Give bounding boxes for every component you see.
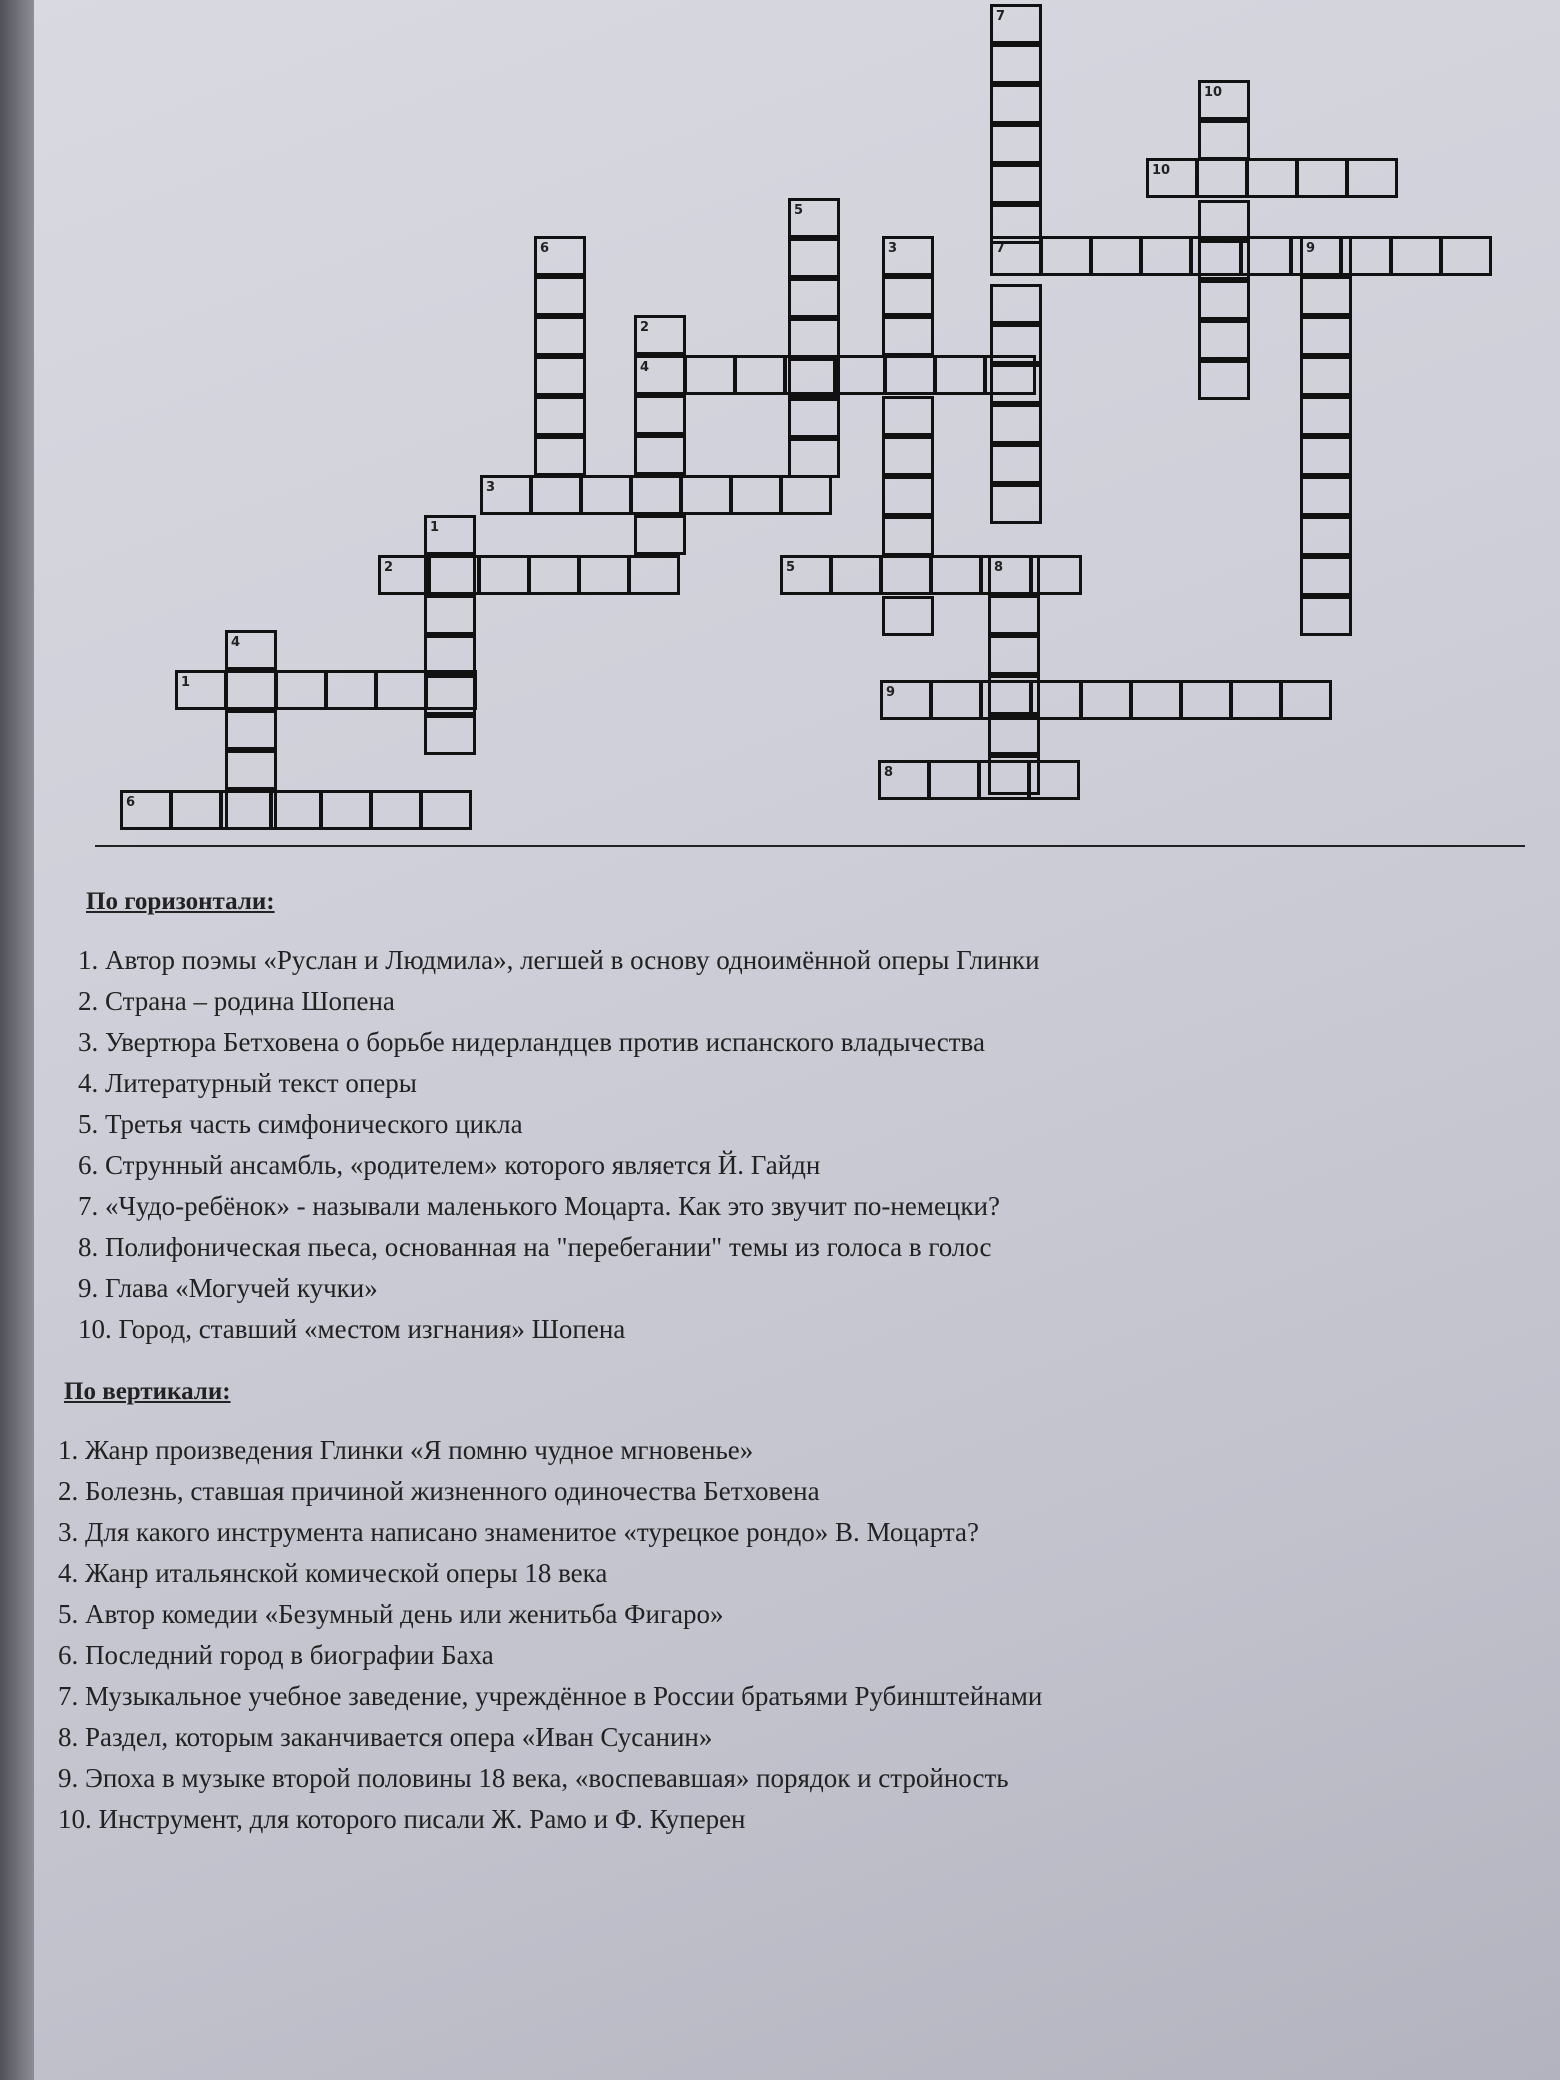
crossword-cell xyxy=(1300,276,1352,316)
crossword-cell xyxy=(1090,236,1142,276)
crossword-cell xyxy=(370,790,422,830)
horizontal-clue: 7. «Чудо-ребёнок» - называли маленького Моцарта. Как это звучит по-немецки? xyxy=(78,1191,1000,1221)
crossword-cell xyxy=(1280,680,1332,720)
crossword-cell xyxy=(634,435,686,475)
clue-number-down-2: 2 xyxy=(640,320,650,335)
crossword-cell xyxy=(270,790,322,830)
clue-number-across-8: 8 xyxy=(884,765,894,780)
clue-number-down-8: 8 xyxy=(994,560,1004,575)
crossword-cell xyxy=(788,398,840,438)
vertical-heading: По вертикали: xyxy=(64,1378,231,1405)
crossword-cell xyxy=(882,516,934,556)
crossword-cell xyxy=(1180,680,1232,720)
crossword-cell xyxy=(1346,158,1398,198)
vertical-clue-list xyxy=(58,1430,1042,1840)
crossword-cell xyxy=(320,790,372,830)
crossword-cell xyxy=(990,124,1042,164)
crossword-cell xyxy=(225,790,277,830)
horizontal-clue: 5. Третья часть симфонического цикла xyxy=(78,1109,523,1139)
crossword-cell xyxy=(424,555,476,595)
crossword-cell xyxy=(424,675,476,715)
crossword-cell xyxy=(375,670,427,710)
crossword-cell xyxy=(1198,280,1250,320)
crossword-cell xyxy=(534,436,586,476)
crossword-cell xyxy=(424,715,476,755)
crossword-cell xyxy=(880,555,932,595)
crossword-cell xyxy=(834,355,886,395)
crossword-cell xyxy=(988,635,1040,675)
horizontal-clue: 6. Струнный ансамбль, «родителем» которого является Й. Гайдн xyxy=(78,1150,821,1180)
crossword-cell xyxy=(788,438,840,478)
clue-number-across-10: 10 xyxy=(1152,163,1171,178)
crossword-cell xyxy=(990,204,1042,244)
clue-number-down-3: 3 xyxy=(888,241,898,256)
crossword-cell xyxy=(1198,120,1250,160)
crossword-cell xyxy=(684,355,736,395)
crossword-cell xyxy=(882,436,934,476)
crossword-cell xyxy=(634,515,686,555)
crossword-cell xyxy=(628,555,680,595)
crossword-cell xyxy=(1198,320,1250,360)
vertical-clue: 8. Раздел, которым заканчивается опера «Иван Сусанин» xyxy=(58,1722,713,1752)
clue-number-across-1: 1 xyxy=(181,675,191,690)
crossword-cell xyxy=(534,356,586,396)
crossword-cell xyxy=(830,555,882,595)
crossword-cell xyxy=(930,680,982,720)
divider-line xyxy=(95,845,1525,847)
vertical-clue: 7. Музыкальное учебное заведение, учреждённое в России братьями Рубинштейнами xyxy=(58,1681,1043,1711)
crossword-cell xyxy=(988,675,1040,715)
crossword-cell xyxy=(634,395,686,435)
crossword-cell xyxy=(990,484,1042,524)
horizontal-clue: 1. Автор поэмы «Руслан и Людмила», легшей в основу одноимённой оперы Глинки xyxy=(78,945,1040,975)
crossword-grid xyxy=(0,0,1560,850)
clue-number-across-2: 2 xyxy=(384,560,394,575)
crossword-cell xyxy=(1300,356,1352,396)
horizontal-heading: По горизонтали: xyxy=(86,888,275,915)
crossword-cell xyxy=(530,475,582,515)
crossword-cell xyxy=(1040,236,1092,276)
horizontal-clue: 3. Увертюра Бетховена о борьбе нидерландцев против испанского владычества xyxy=(78,1027,985,1057)
crossword-cell xyxy=(934,355,986,395)
crossword-cell xyxy=(1198,240,1250,280)
crossword-cell xyxy=(882,396,934,436)
clue-number-down-6: 6 xyxy=(540,241,550,256)
crossword-cell xyxy=(990,444,1042,484)
crossword-cell xyxy=(988,755,1040,795)
crossword-cell xyxy=(990,364,1042,404)
horizontal-clue-list xyxy=(78,940,1040,1350)
crossword-cell xyxy=(580,475,632,515)
crossword-cell xyxy=(882,596,934,636)
crossword-cell xyxy=(1196,158,1248,198)
crossword-cell xyxy=(325,670,377,710)
crossword-cell xyxy=(882,276,934,316)
crossword-cell xyxy=(225,670,277,710)
crossword-cell xyxy=(534,276,586,316)
crossword-cell xyxy=(1230,680,1282,720)
clue-number-down-1: 1 xyxy=(430,520,440,535)
crossword-cell xyxy=(990,404,1042,444)
crossword-cell xyxy=(990,84,1042,124)
crossword-cell xyxy=(1246,158,1298,198)
crossword-cell xyxy=(528,555,580,595)
crossword-cell xyxy=(988,715,1040,755)
clue-number-across-4: 4 xyxy=(640,360,650,375)
crossword-cell xyxy=(1130,680,1182,720)
vertical-clue: 2. Болезнь, ставшая причиной жизненного одиночества Бетховена xyxy=(58,1476,820,1506)
horizontal-clue: 10. Город, ставший «местом изгнания» Шопена xyxy=(78,1314,626,1344)
vertical-clue: 3. Для какого инструмента написано знаменитое «турецкое рондо» В. Моцарта? xyxy=(58,1517,980,1547)
crossword-cell xyxy=(1300,476,1352,516)
crossword-cell xyxy=(990,164,1042,204)
crossword-cell xyxy=(1198,200,1250,240)
crossword-cell xyxy=(988,595,1040,635)
crossword-cell xyxy=(882,316,934,356)
crossword-cell xyxy=(1296,158,1348,198)
clue-number-down-10: 10 xyxy=(1204,85,1223,100)
horizontal-clue: 8. Полифоническая пьеса, основанная на "перебегании" темы из голоса в голос xyxy=(78,1232,992,1262)
clue-number-across-6: 6 xyxy=(126,795,136,810)
horizontal-clue: 9. Глава «Могучей кучки» xyxy=(78,1273,378,1303)
crossword-cell xyxy=(780,475,832,515)
clue-number-across-7: 7 xyxy=(996,241,1006,256)
crossword-cell xyxy=(788,358,840,398)
horizontal-clue: 2. Страна – родина Шопена xyxy=(78,986,395,1016)
crossword-cell xyxy=(928,760,980,800)
vertical-clue: 6. Последний город в биографии Баха xyxy=(58,1640,494,1670)
crossword-cell xyxy=(1198,360,1250,400)
crossword-cell xyxy=(225,750,277,790)
crossword-cell xyxy=(680,475,732,515)
crossword-cell xyxy=(1300,316,1352,356)
crossword-cell xyxy=(478,555,530,595)
crossword-cell xyxy=(170,790,222,830)
crossword-cell xyxy=(275,670,327,710)
vertical-clue: 10. Инструмент, для которого писали Ж. Рамо и Ф. Куперен xyxy=(58,1804,746,1834)
horizontal-clue: 4. Литературный текст оперы xyxy=(78,1068,417,1098)
vertical-clue: 9. Эпоха в музыке второй половины 18 века, «воспевавшая» порядок и стройность xyxy=(58,1763,1009,1793)
crossword-cell xyxy=(734,355,786,395)
clue-number-down-4: 4 xyxy=(231,635,241,650)
clue-number-down-9: 9 xyxy=(1306,241,1316,256)
crossword-cell xyxy=(990,324,1042,364)
vertical-clue: 5. Автор комедии «Безумный день или женитьба Фигаро» xyxy=(58,1599,724,1629)
crossword-cell xyxy=(225,710,277,750)
crossword-cell xyxy=(1300,516,1352,556)
crossword-cell xyxy=(1300,596,1352,636)
crossword-cell xyxy=(788,318,840,358)
clue-number-across-9: 9 xyxy=(886,685,896,700)
crossword-cell xyxy=(1300,436,1352,476)
clue-number-down-7: 7 xyxy=(996,9,1006,24)
crossword-cell xyxy=(788,238,840,278)
crossword-cell xyxy=(424,635,476,675)
crossword-cell xyxy=(884,355,936,395)
clue-number-down-5: 5 xyxy=(794,203,804,218)
crossword-cell xyxy=(420,790,472,830)
clue-number-across-5: 5 xyxy=(786,560,796,575)
crossword-cell xyxy=(630,475,682,515)
crossword-cell xyxy=(788,278,840,318)
crossword-cell xyxy=(882,476,934,516)
crossword-cell xyxy=(990,284,1042,324)
crossword-cell xyxy=(990,44,1042,84)
crossword-cell xyxy=(1300,556,1352,596)
clue-number-across-3: 3 xyxy=(486,480,496,495)
vertical-clue: 4. Жанр итальянской комической оперы 18 века xyxy=(58,1558,608,1588)
crossword-cell xyxy=(1080,680,1132,720)
crossword-cell xyxy=(424,595,476,635)
vertical-clue: 1. Жанр произведения Глинки «Я помню чудное мгновенье» xyxy=(58,1435,754,1465)
crossword-cell xyxy=(730,475,782,515)
crossword-cell xyxy=(1300,396,1352,436)
crossword-cell xyxy=(578,555,630,595)
crossword-cell xyxy=(1140,236,1192,276)
crossword-cell xyxy=(534,316,586,356)
crossword-cell xyxy=(930,555,982,595)
crossword-cell xyxy=(534,396,586,436)
crossword-cell xyxy=(1440,236,1492,276)
crossword-cell xyxy=(1390,236,1442,276)
